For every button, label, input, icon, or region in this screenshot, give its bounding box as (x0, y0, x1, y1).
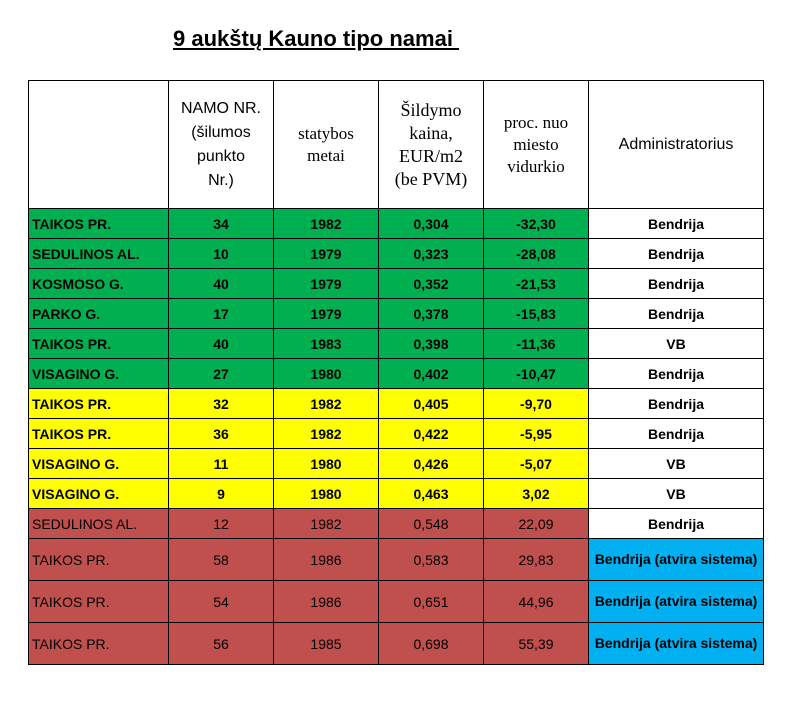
heating-price-cell: 0,422 (379, 419, 484, 449)
administrator-cell: Bendrija (589, 239, 764, 269)
percent-cell: 55,39 (484, 623, 589, 665)
heating-price-cell: 0,352 (379, 269, 484, 299)
percent-cell: -15,83 (484, 299, 589, 329)
table-row (29, 209, 764, 239)
house-number-cell: 54 (169, 581, 274, 623)
administrator-cell: Bendrija (589, 359, 764, 389)
heating-price-cell: 0,402 (379, 359, 484, 389)
heating-price-cell: 0,405 (379, 389, 484, 419)
header-build-year: statybos metai (274, 81, 379, 209)
heating-price-cell: 0,304 (379, 209, 484, 239)
table-row (29, 509, 764, 539)
house-number-cell: 12 (169, 509, 274, 539)
heating-price-cell: 0,548 (379, 509, 484, 539)
header-percent-from-average: proc. nuo miesto vidurkio (484, 81, 589, 209)
percent-cell: -5,95 (484, 419, 589, 449)
heating-price-cell: 0,698 (379, 623, 484, 665)
house-number-cell: 58 (169, 539, 274, 581)
percent-cell: 29,83 (484, 539, 589, 581)
house-number-cell: 27 (169, 359, 274, 389)
build-year-cell: 1986 (274, 581, 379, 623)
house-number-cell: 9 (169, 479, 274, 509)
build-year-cell: 1979 (274, 269, 379, 299)
administrator-cell: Bendrija (589, 299, 764, 329)
street-cell: TAIKOS PR. (29, 581, 169, 623)
header-heating-price: Šildymo kaina, EUR/m2 (be PVM) (379, 81, 484, 209)
heating-price-cell: 0,378 (379, 299, 484, 329)
percent-cell: 3,02 (484, 479, 589, 509)
build-year-cell: 1986 (274, 539, 379, 581)
build-year-cell: 1979 (274, 299, 379, 329)
build-year-cell: 1982 (274, 389, 379, 419)
table-row (29, 581, 764, 623)
street-cell: VISAGINO G. (29, 479, 169, 509)
table-row (29, 389, 764, 419)
house-number-cell: 32 (169, 389, 274, 419)
percent-cell: -21,53 (484, 269, 589, 299)
header-street (29, 81, 169, 209)
table-row (29, 269, 764, 299)
heating-table (28, 80, 764, 665)
table-row (29, 239, 764, 269)
street-cell: PARKO G. (29, 299, 169, 329)
percent-cell: -28,08 (484, 239, 589, 269)
administrator-cell: Bendrija (atvira sistema) (589, 623, 764, 665)
page-title: 9 aukštų Kauno tipo namai (173, 26, 460, 51)
percent-cell: 44,96 (484, 581, 589, 623)
street-cell: TAIKOS PR. (29, 623, 169, 665)
administrator-cell: VB (589, 449, 764, 479)
heating-price-cell: 0,426 (379, 449, 484, 479)
percent-cell: -11,36 (484, 329, 589, 359)
build-year-cell: 1983 (274, 329, 379, 359)
build-year-cell: 1980 (274, 449, 379, 479)
street-cell: VISAGINO G. (29, 359, 169, 389)
table-body (29, 209, 764, 665)
administrator-cell: Bendrija (589, 419, 764, 449)
administrator-cell: Bendrija (atvira sistema) (589, 581, 764, 623)
administrator-cell: Bendrija (589, 269, 764, 299)
street-cell: TAIKOS PR. (29, 209, 169, 239)
build-year-cell: 1980 (274, 479, 379, 509)
administrator-cell: Bendrija (589, 509, 764, 539)
administrator-cell: Bendrija (589, 209, 764, 239)
house-number-cell: 34 (169, 209, 274, 239)
percent-cell: -5,07 (484, 449, 589, 479)
administrator-cell: Bendrija (589, 389, 764, 419)
build-year-cell: 1979 (274, 239, 379, 269)
house-number-cell: 10 (169, 239, 274, 269)
administrator-cell: VB (589, 479, 764, 509)
table-row (29, 419, 764, 449)
street-cell: SEDULINOS AL. (29, 239, 169, 269)
street-cell: VISAGINO G. (29, 449, 169, 479)
heating-price-cell: 0,323 (379, 239, 484, 269)
table-row (29, 329, 764, 359)
header-row (29, 81, 764, 209)
street-cell: TAIKOS PR. (29, 329, 169, 359)
street-cell: TAIKOS PR. (29, 539, 169, 581)
heating-price-cell: 0,463 (379, 479, 484, 509)
header-house-number: NAMO NR. (šilumos punkto Nr.) (169, 81, 274, 209)
street-cell: SEDULINOS AL. (29, 509, 169, 539)
table-row (29, 449, 764, 479)
street-cell: TAIKOS PR. (29, 419, 169, 449)
table-row (29, 359, 764, 389)
table-row (29, 299, 764, 329)
house-number-cell: 40 (169, 329, 274, 359)
administrator-cell: VB (589, 329, 764, 359)
table-row (29, 623, 764, 665)
administrator-cell: Bendrija (atvira sistema) (589, 539, 764, 581)
percent-cell: -10,47 (484, 359, 589, 389)
percent-cell: 22,09 (484, 509, 589, 539)
build-year-cell: 1980 (274, 359, 379, 389)
house-number-cell: 17 (169, 299, 274, 329)
street-cell: KOSMOSO G. (29, 269, 169, 299)
house-number-cell: 56 (169, 623, 274, 665)
percent-cell: -32,30 (484, 209, 589, 239)
build-year-cell: 1982 (274, 509, 379, 539)
percent-cell: -9,70 (484, 389, 589, 419)
street-cell: TAIKOS PR. (29, 389, 169, 419)
heating-price-cell: 0,651 (379, 581, 484, 623)
build-year-cell: 1985 (274, 623, 379, 665)
build-year-cell: 1982 (274, 419, 379, 449)
house-number-cell: 40 (169, 269, 274, 299)
build-year-cell: 1982 (274, 209, 379, 239)
house-number-cell: 11 (169, 449, 274, 479)
header-administrator: Administratorius (589, 81, 764, 209)
heating-price-cell: 0,583 (379, 539, 484, 581)
house-number-cell: 36 (169, 419, 274, 449)
table-row (29, 479, 764, 509)
heating-price-cell: 0,398 (379, 329, 484, 359)
table-row (29, 539, 764, 581)
